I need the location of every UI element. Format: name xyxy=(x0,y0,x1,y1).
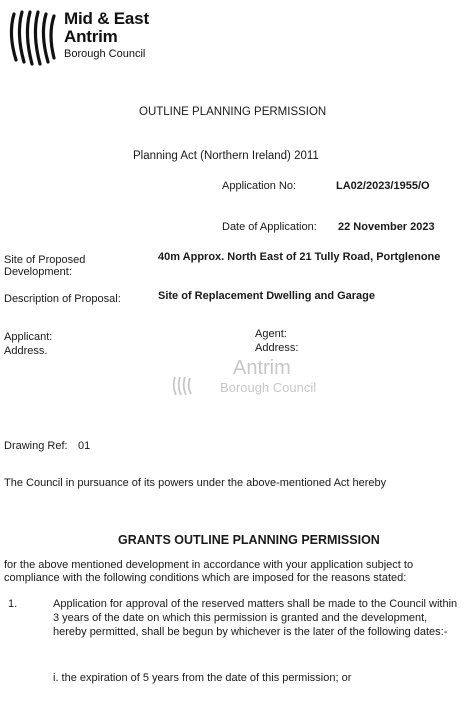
logo-line-3: Borough Council xyxy=(64,48,146,60)
council-logo-icon xyxy=(4,8,60,68)
agent-label: Agent: xyxy=(255,328,287,340)
description-label: Description of Proposal: xyxy=(4,293,121,305)
grants-intro-line-2: compliance with the following conditions which are imposed for the reasons stated: xyxy=(4,572,407,584)
applicant-address-label: Address. xyxy=(4,345,48,357)
watermark-line-2: Borough Council xyxy=(220,380,317,395)
watermark-line-1: Antrim xyxy=(233,357,291,379)
logo-line-2: Antrim xyxy=(64,27,118,46)
date-label: Date of Application: xyxy=(222,221,317,233)
drawing-ref-value: 01 xyxy=(78,440,91,452)
condition-1-item-i: i. the expiration of 5 years from the date of this permission; or xyxy=(53,672,352,684)
applicant-label: Applicant: xyxy=(4,331,53,343)
condition-1-line-1: Application for approval of the reserved matters shall be made to the Council within xyxy=(53,598,458,610)
condition-1-line-2: 3 years of the date on which this permission is granted and the development, xyxy=(53,612,428,624)
grants-title: GRANTS OUTLINE PLANNING PERMISSION xyxy=(118,533,380,547)
site-value: 40m Approx. North East of 21 Tully Road, Portglenone xyxy=(158,251,441,263)
drawing-ref-label: Drawing Ref: xyxy=(4,440,68,452)
council-logo-text xyxy=(64,10,149,60)
document-title: OUTLINE PLANNING PERMISSION xyxy=(139,106,327,118)
condition-1-line-3: hereby permitted, shall be begun by whichever is the later of the following dates:- xyxy=(53,626,448,638)
condition-1-number: 1. xyxy=(8,598,18,610)
description-value: Site of Replacement Dwelling and Garage xyxy=(158,290,375,302)
act-title: Planning Act (Northern Ireland) 2011 xyxy=(133,150,319,162)
site-label-1: Site of Proposed xyxy=(4,254,86,266)
agent-address-label: Address: xyxy=(255,342,299,354)
application-no-label: Application No: xyxy=(222,180,296,192)
site-label-2: Development: xyxy=(4,266,72,278)
watermark-logo-icon xyxy=(171,375,195,397)
logo-line-1: Mid & East xyxy=(64,9,149,28)
date-value: 22 November 2023 xyxy=(338,221,435,233)
application-no-value: LA02/2023/1955/O xyxy=(336,180,430,192)
council-statement: The Council in pursuance of its powers under the above-mentioned Act hereby xyxy=(4,477,387,489)
grants-intro-line-1: for the above mentioned development in accordance with your application subject to xyxy=(4,559,414,571)
